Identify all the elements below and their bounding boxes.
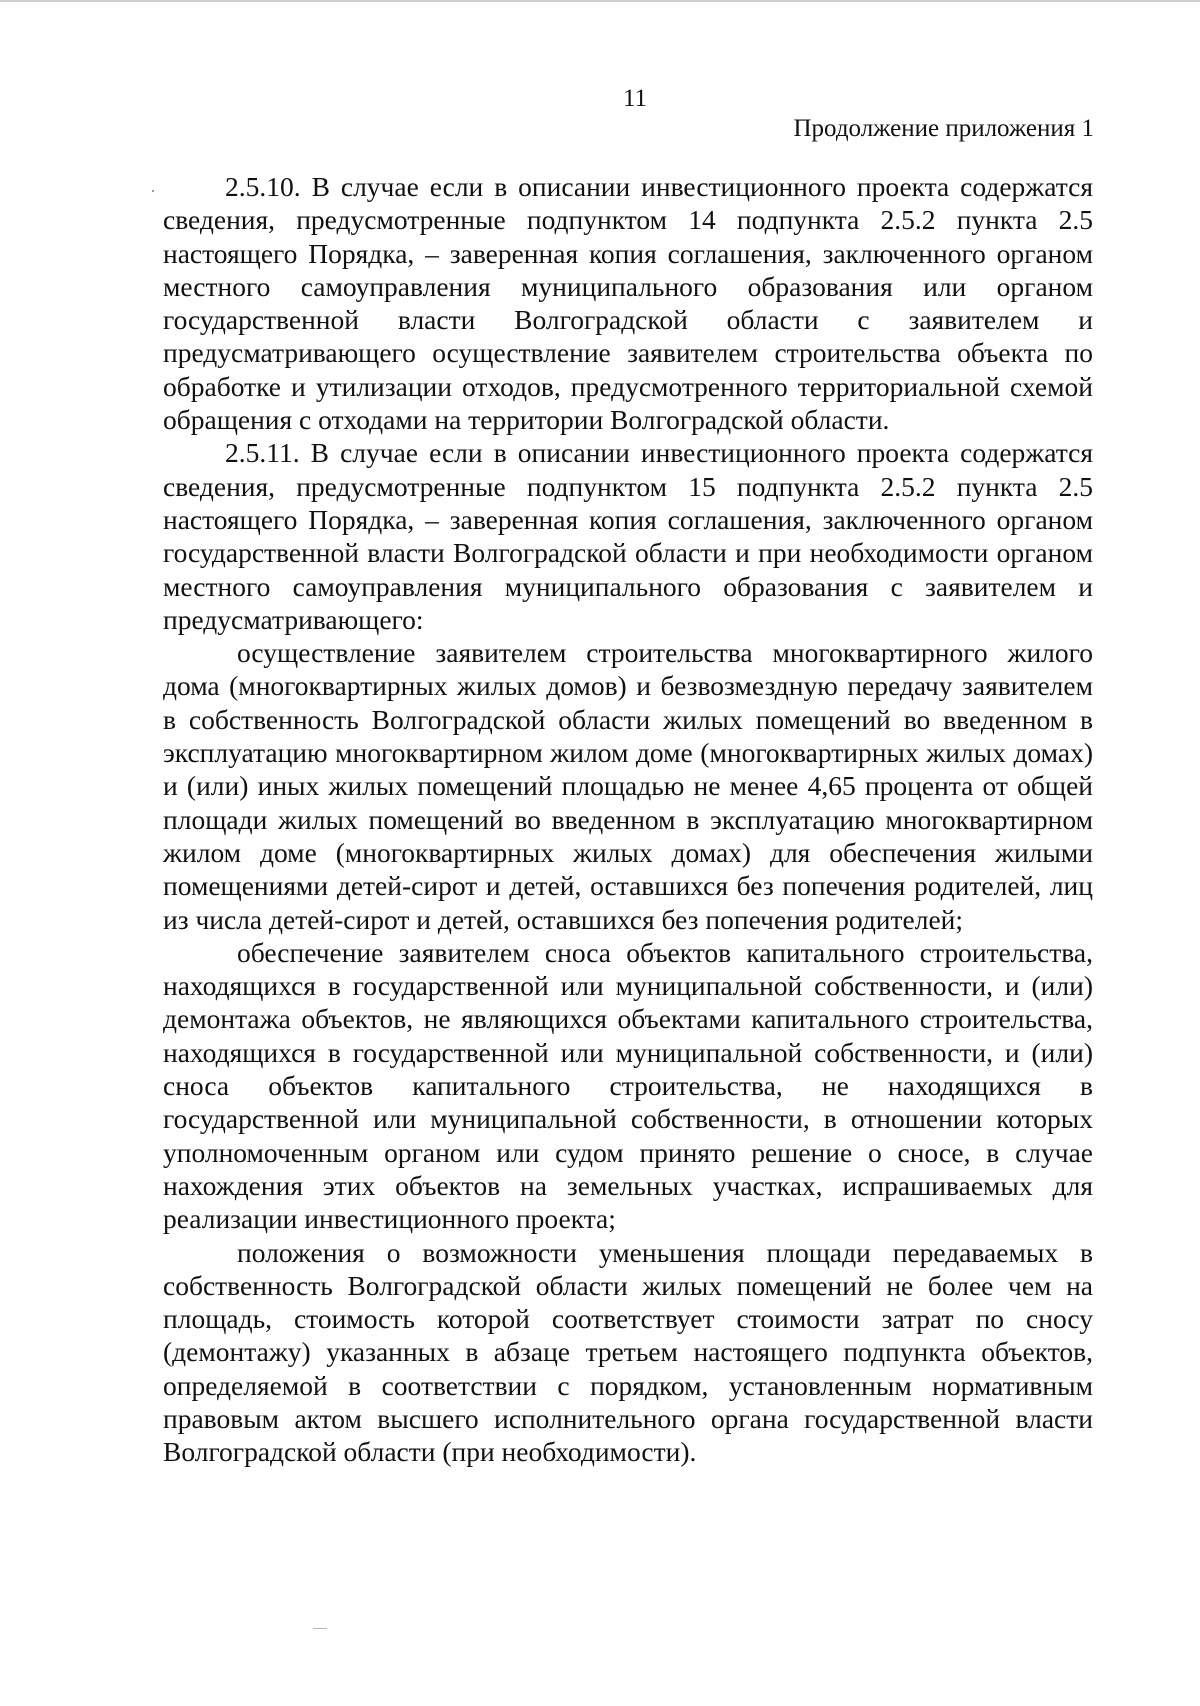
paragraph-area-reduction-provision: положения о возможности уменьшения площади передаваемых в собственность Волгоградской области жилых помещений не более чем на площадь, стоимость которой соответствует стоимости затрат по сносу (демонтажу) указанных в абзаце третьем настоящего подпункта объектов, определяемой в соответствии с порядком, установленным нормативным правовым актом высшего исполнительного органа государственной власти Волгоградской области (при необходимости). (163, 1236, 1093, 1468)
document-body (163, 170, 1093, 1469)
page-number: 11 (622, 85, 648, 112)
scan-artifact-mark (313, 1628, 327, 1629)
paragraph-2-5-10: 2.5.10. В случае если в описании инвестиционного проекта содержатся сведения, предусмотренные подпунктом 14 подпункта 2.5.2 пункта 2.5 настоящего Порядка, – заверенная копия соглашения, заключенного органом местного самоуправления муниципального образования или органом государственной власти Волгоградской области с заявителем и предусматривающего осуществление заявителем строительства объекта по обработке и утилизации отходов, предусмотренного территориальной схемой обращения с отходами на территории Волгоградской области. (163, 171, 1093, 436)
appendix-continuation-note: Продолжение приложения 1 (793, 115, 1094, 142)
paragraph-demolition-obligation: обеспечение заявителем сноса объектов капитального строительства, находящихся в государственной или муниципальной собственности, и (или) демонтажа объектов, не являющихся объектами капитального строительства, находящихся в государственной или муниципальной собственности, и (или) сноса объектов капитального строительства, не находящихся в государственной или муниципальной собственности, в отношении которых уполномоченным органом или судом принято решение о сносе, в случае нахождения этих объектов на земельных участках, испрашиваемых для реализации инвестиционного проекта; (163, 936, 1093, 1235)
paragraph-2-5-11: 2.5.11. В случае если в описании инвестиционного проекта содержатся сведения, предусмотренные подпунктом 15 подпункта 2.5.2 пункта 2.5 настоящего Порядка, – заверенная копия соглашения, заключенного органом государственной власти Волгоградской области и при необходимости органом местного самоуправления муниципального образования с заявителем и предусматривающего: (163, 437, 1093, 635)
scan-artifact-dot (152, 190, 154, 192)
paragraph-construction-obligation: осуществление заявителем строительства многоквартирного жилого дома (многоквартирных жилых домов) и безвозмездную передачу заявителем в собственность Волгоградской области жилых помещений во введенном в эксплуатацию многоквартирном жилом доме (многоквартирных жилых домах) и (или) иных жилых помещений площадью не менее 4,65 процента от общей площади жилых помещений во введенном в эксплуатацию многоквартирном жилом доме (многоквартирных жилых домах) для обеспечения жилыми помещениями детей-сирот и детей, оставшихся без попечения родителей, лиц из числа детей-сирот и детей, оставшихся без попечения родителей; (163, 637, 1093, 935)
scan-top-edge (0, 0, 1200, 2)
